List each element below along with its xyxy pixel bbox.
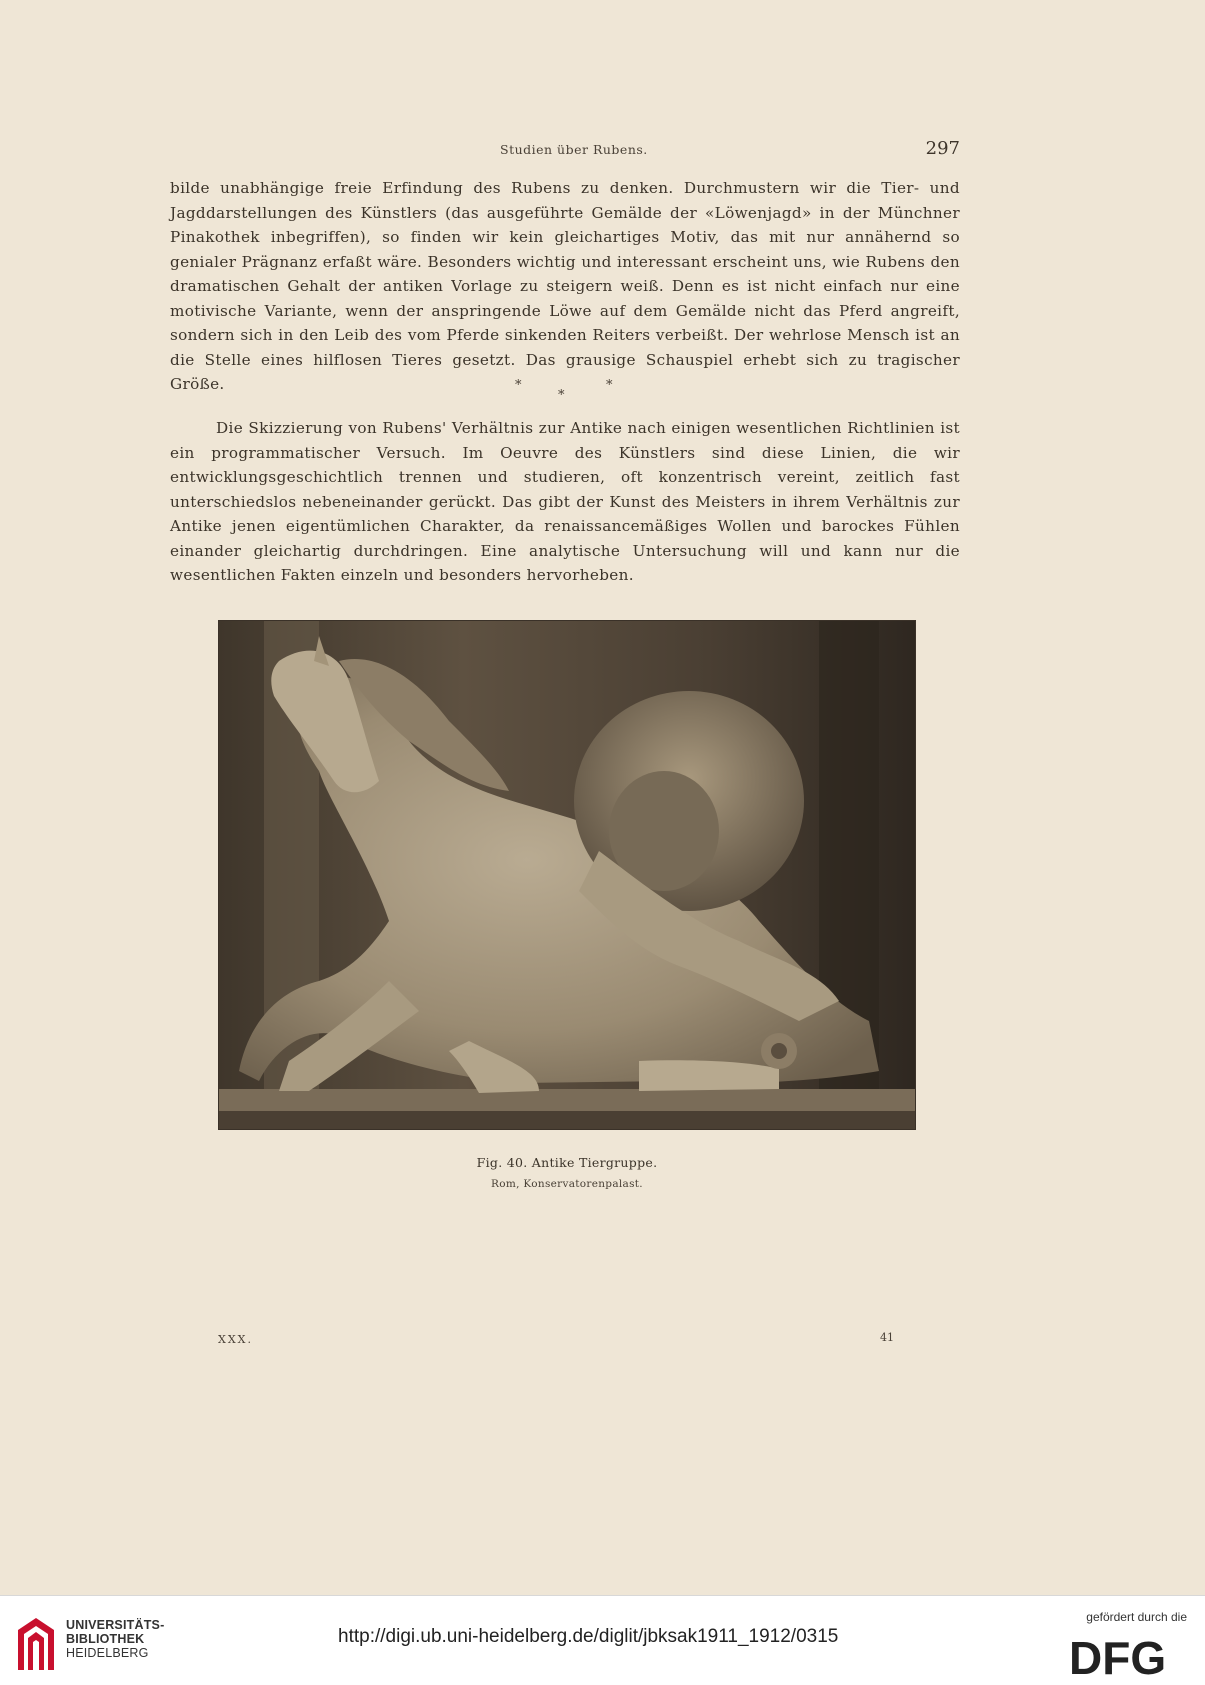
library-name-line: BIBLIOTHEK: [66, 1632, 145, 1646]
digital-library-footer: [0, 1595, 1205, 1685]
asterisk: *: [558, 388, 565, 403]
dfg-logo-text: DFG: [1069, 1634, 1167, 1678]
university-library-logo-icon: [14, 1612, 58, 1674]
asterisk: *: [606, 378, 613, 393]
funded-by-label: gefördert durch die: [1086, 1610, 1187, 1624]
sculpture-photo-illustration: [219, 621, 916, 1130]
library-name: [66, 1618, 164, 1660]
asterisk: *: [515, 378, 522, 393]
library-name-line: HEIDELBERG: [66, 1646, 149, 1660]
section-separator: [510, 378, 620, 408]
body-paragraph-1: [170, 176, 960, 397]
paragraph-text: bilde unabhängige freie Erfindung des Rubens zu denken. Durchmustern wir die Tier- und Jagddarstellungen des Künstlers (das ausgeführte Gemälde der «Löwenjagd» in der Münchner Pinakothek inbegriffen), so finden wir kein gleichartiges Motiv, das mit nur annähernd so genialer Prägnanz erfaßt wäre. Besonders wichtig und interessant erscheint uns, wie Rubens den dramatischen Gehalt der antiken Vorlage zu steigern weiß. Denn es ist nicht einfach nur eine motivische Variante, wenn der anspringende Löwe auf dem Gemälde nicht das Pferd angreift, sondern sich in den Leib des vom Pferde sinkenden Reiters verbeißt. Der wehrlose Mensch ist an die Stelle eines hilflosen Tieres gesetzt. Das grausige Schauspiel erhebt sich zu tragischer Größe.: [170, 179, 960, 393]
body-paragraph-2: [170, 416, 960, 588]
sheet-number: 41: [880, 1331, 894, 1344]
dfg-logo-icon: [1069, 1634, 1187, 1678]
figure-caption: Fig. 40. Antike Tiergruppe.: [476, 1155, 658, 1170]
figure-photograph: [218, 620, 916, 1130]
page-number: 297: [925, 138, 960, 159]
printer-signature: XXX.: [218, 1333, 253, 1346]
permalink-url[interactable]: http://digi.ub.uni-heidelberg.de/diglit/jbksak1911_1912/0315: [338, 1626, 839, 1647]
paragraph-text: Die Skizzierung von Rubens' Verhältnis zur Antike nach einigen wesentlichen Richtlinien ist ein programmatischer Versuch. Im Oeuvre des Künstlers sind diese Linien, die wir entwicklungsgeschichtlich trennen und studieren, oft konzentrisch vereint, zeitlich fast unterschiedslos nebeneinander gerückt. Das gibt der Kunst des Meisters in ihrem Verhältnis zur Antike jenen eigentümlichen Charakter, da renaissancemäßiges Wollen und barockes Fühlen einander gleichartig durchdringen. Eine analytische Untersuchung will und kann nur die wesentlichen Fakten einzeln und besonders hervorheben.: [170, 419, 960, 584]
running-title: Studien über Rubens.: [500, 142, 648, 157]
running-head: [170, 138, 960, 162]
library-name-line: UNIVERSITÄTS-: [66, 1618, 165, 1632]
figure-subcaption: Rom, Konservatorenpalast.: [491, 1178, 643, 1190]
